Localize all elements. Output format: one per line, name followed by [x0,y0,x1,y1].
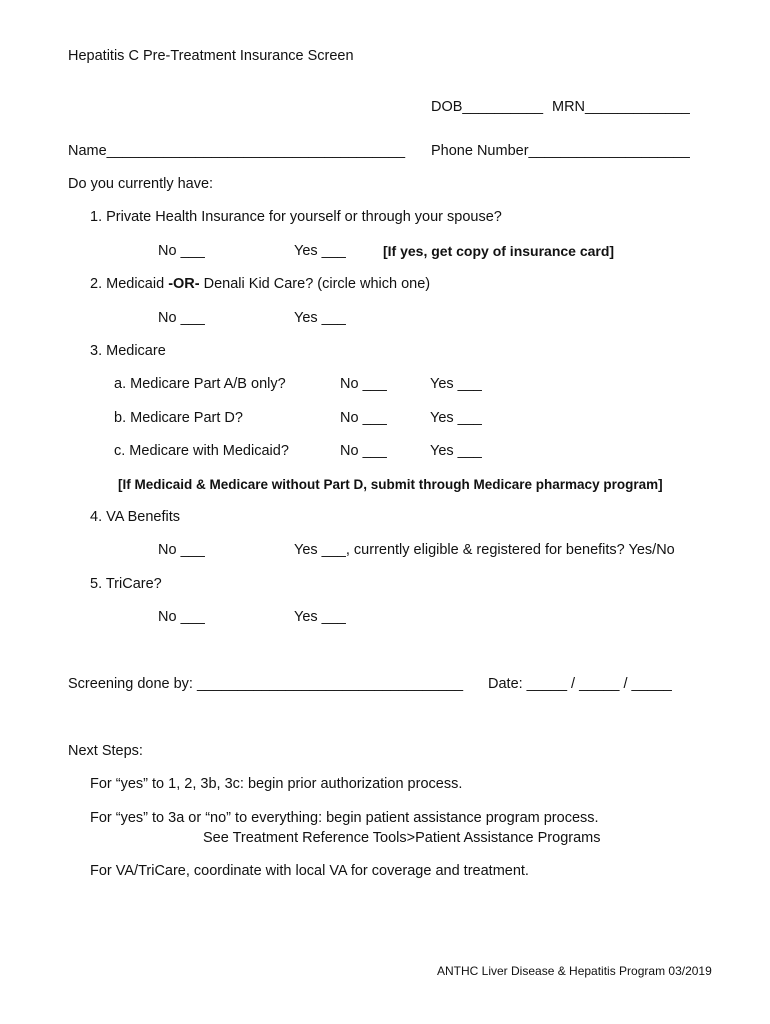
screening-date-field[interactable]: Date: _____ / _____ / _____ [488,676,672,692]
q5-no[interactable]: No ___ [158,609,205,625]
q5-yes[interactable]: Yes ___ [294,609,346,625]
next-step-1: For “yes” to 1, 2, 3b, 3c: begin prior authorization process. [90,776,463,792]
question-4: 4. VA Benefits [90,509,181,525]
q1-no[interactable]: No ___ [158,243,205,259]
mrn-field[interactable]: MRN_____________ [552,99,690,115]
intro-text: Do you currently have: [68,176,214,192]
next-steps-heading: Next Steps: [68,743,143,759]
next-step-2-reference: See Treatment Reference Tools>Patient Assistance Programs [203,830,601,846]
q3c-label: c. Medicare with Medicaid? [114,443,289,459]
q2-yes[interactable]: Yes ___ [294,310,346,326]
q3a-label: a. Medicare Part A/B only? [114,376,286,392]
q3-note: [If Medicaid & Medicare without Part D, submit through Medicare pharmacy program] [118,477,663,492]
q3c-yes[interactable]: Yes ___ [430,443,482,459]
q3b-no[interactable]: No ___ [340,410,387,426]
q3c-no[interactable]: No ___ [340,443,387,459]
q1-yes[interactable]: Yes ___ [294,243,346,259]
q2-text-post: Denali Kid Care? (circle which one) [199,276,431,292]
q2-no[interactable]: No ___ [158,310,205,326]
q4-yes[interactable]: Yes ___, currently eligible & registered for benefits? Yes/No [294,542,675,558]
question-5: 5. TriCare? [90,576,162,592]
footer-text: ANTHC Liver Disease & Hepatitis Program 03/2019 [437,964,712,978]
question-3: 3. Medicare [90,343,166,359]
q2-or: -OR- [168,276,200,292]
question-2 [90,275,430,293]
phone-field[interactable]: Phone Number____________________ [431,143,690,159]
question-1: 1. Private Health Insurance for yourself or through your spouse? [90,209,502,225]
next-step-2: For “yes” to 3a or “no” to everything: begin patient assistance program process. [90,810,599,826]
q2-text-pre: 2. Medicaid [90,276,169,292]
q4-no[interactable]: No ___ [158,542,205,558]
q3b-yes[interactable]: Yes ___ [430,410,482,426]
q3b-label: b. Medicare Part D? [114,410,243,426]
q3a-yes[interactable]: Yes ___ [430,376,482,392]
name-field[interactable]: Name_____________________________________ [68,143,406,159]
q3a-no[interactable]: No ___ [340,376,387,392]
form-title: Hepatitis C Pre-Treatment Insurance Screen [68,48,354,64]
dob-field[interactable]: DOB__________ [431,99,544,115]
next-step-3: For VA/TriCare, coordinate with local VA for coverage and treatment. [90,863,529,879]
q1-note: [If yes, get copy of insurance card] [383,243,615,259]
screening-by-field[interactable]: Screening done by: _________________________________ [68,676,464,692]
